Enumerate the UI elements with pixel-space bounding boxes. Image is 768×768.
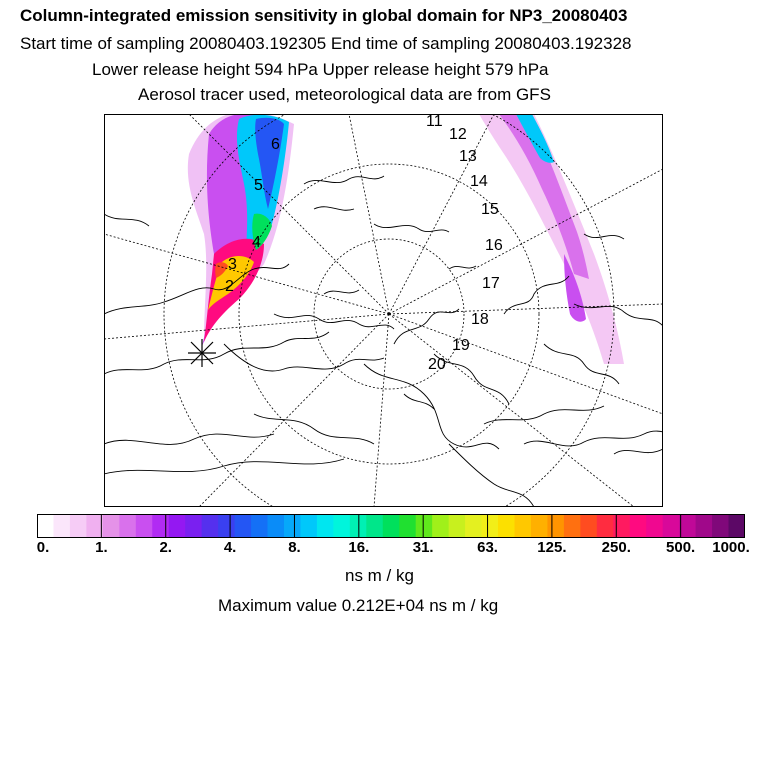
polar-map bbox=[104, 114, 663, 507]
colorbar-cell bbox=[564, 514, 581, 538]
colorbar-tick-label: 1. bbox=[95, 539, 108, 556]
colorbar-cell bbox=[712, 514, 729, 538]
colorbar-tick-label: 16. bbox=[348, 539, 370, 556]
traj-label: 16 bbox=[485, 237, 503, 254]
colorbar-tick-label: 250. bbox=[601, 539, 631, 556]
colorbar bbox=[37, 514, 745, 538]
colorbar-tick-label: 500. bbox=[666, 539, 696, 556]
colorbar-cell bbox=[70, 514, 87, 538]
colorbar-tick-label: 2. bbox=[159, 539, 172, 556]
colorbar-cell bbox=[53, 514, 70, 538]
colorbar-tick-label: 63. bbox=[477, 539, 498, 556]
colorbar-tick-label: 125. bbox=[537, 539, 567, 556]
colorbar-cell bbox=[696, 514, 713, 538]
traj-label: 13 bbox=[459, 148, 477, 165]
colorbar-tick-label: 31. bbox=[412, 539, 434, 556]
colorbar-units: ns m / kg bbox=[345, 566, 414, 585]
colorbar-cell bbox=[136, 514, 153, 538]
colorbar-tick-label: 4. bbox=[223, 539, 237, 556]
colorbar-cell bbox=[482, 514, 499, 538]
traj-label: 3 bbox=[228, 256, 237, 273]
sampling-time-line: Start time of sampling 20080403.192305 End time of sampling 20080403.192328 bbox=[20, 34, 632, 53]
colorbar-cell bbox=[679, 514, 696, 538]
traj-label: 2 bbox=[225, 278, 234, 295]
colorbar-cell bbox=[383, 514, 400, 538]
colorbar-cell bbox=[218, 514, 235, 538]
colorbar-cell bbox=[531, 514, 548, 538]
colorbar-tick-label: 8. bbox=[288, 539, 301, 556]
colorbar-cell bbox=[646, 514, 663, 538]
colorbar-cell bbox=[465, 514, 482, 538]
colorbar-cell bbox=[152, 514, 169, 538]
traj-label: 11 bbox=[426, 114, 443, 130]
colorbar-tick-label: 0. bbox=[36, 539, 50, 556]
colorbar-cell bbox=[202, 514, 219, 538]
map-title: Column-integrated emission sensitivity in global domain for NP3_20080403 bbox=[20, 6, 628, 25]
traj-label: 4 bbox=[252, 234, 261, 251]
colorbar-cell bbox=[449, 514, 466, 538]
tracer-info-line: Aerosol tracer used, meteorological data are from GFS bbox=[138, 85, 551, 104]
colorbar-cell bbox=[416, 514, 433, 538]
traj-label: 20 bbox=[428, 356, 446, 373]
colorbar-cell bbox=[580, 514, 597, 538]
colorbar-cell bbox=[284, 514, 301, 538]
colorbar-cell bbox=[498, 514, 515, 538]
colorbar-cell bbox=[251, 514, 268, 538]
colorbar-cell bbox=[729, 514, 745, 538]
colorbar-cell bbox=[169, 514, 186, 538]
colorbar-cell bbox=[432, 514, 449, 538]
traj-label: 18 bbox=[471, 311, 489, 328]
colorbar-cell bbox=[663, 514, 680, 538]
colorbar-cell bbox=[185, 514, 202, 538]
traj-label: 6 bbox=[271, 136, 280, 153]
traj-label: 17 bbox=[482, 275, 500, 292]
traj-label: 15 bbox=[481, 201, 499, 218]
colorbar-cell bbox=[119, 514, 136, 538]
colorbar-cell bbox=[37, 514, 54, 538]
colorbar-cell bbox=[103, 514, 120, 538]
traj-label: 14 bbox=[470, 173, 488, 190]
colorbar-cell bbox=[399, 514, 416, 538]
traj-label: 12 bbox=[449, 126, 467, 143]
colorbar-cell bbox=[597, 514, 614, 538]
colorbar-cell bbox=[630, 514, 647, 538]
traj-label: 5 bbox=[254, 177, 263, 194]
colorbar-cell bbox=[317, 514, 334, 538]
colorbar-cell bbox=[268, 514, 285, 538]
colorbar-cell bbox=[235, 514, 252, 538]
colorbar-cell bbox=[514, 514, 531, 538]
colorbar-cell bbox=[366, 514, 383, 538]
colorbar-cell bbox=[547, 514, 564, 538]
release-point-asterisk bbox=[188, 339, 216, 367]
colorbar-cell bbox=[333, 514, 350, 538]
colorbar-tick-label: 1000. bbox=[712, 539, 750, 556]
maximum-value: Maximum value 0.212E+04 ns m / kg bbox=[218, 596, 499, 615]
colorbar-cell bbox=[300, 514, 317, 538]
traj-label: 19 bbox=[452, 337, 470, 354]
release-height-line: Lower release height 594 hPa Upper release height 579 hPa bbox=[92, 60, 549, 79]
